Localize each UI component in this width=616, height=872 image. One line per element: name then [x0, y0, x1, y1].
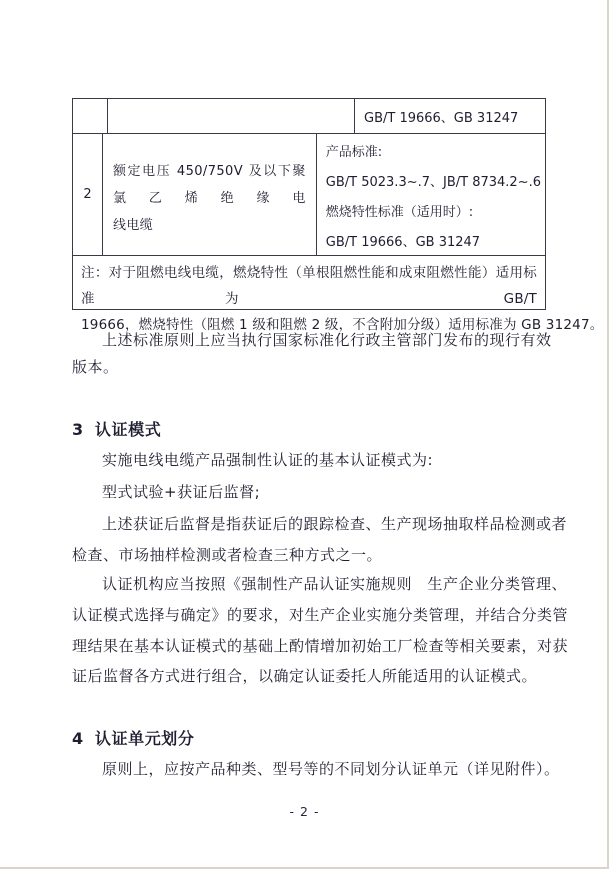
note-line: 19666，燃烧特性（阻燃 1 级和阻燃 2 级，不含附加分级）适用标准为 GB 31247。	[81, 317, 604, 333]
product-name-line: 额定电压 450/750V 及以下聚氯乙烯绝缘电	[113, 163, 306, 206]
page-right-edge	[607, 0, 609, 869]
page-bottom-edge	[0, 867, 609, 869]
table-cell-index-empty	[73, 99, 108, 133]
table-note-row	[73, 256, 604, 333]
table-cell-product-empty	[108, 99, 355, 133]
note-line: 注：对于阻燃电线电缆，燃烧特性（单根阻燃性能和成束阻燃性能）适用标准为 GB/T	[81, 265, 537, 307]
paragraph-type-test: 型式试验+获证后监督;	[102, 483, 261, 501]
paragraph-cert-body-line: 认证模式选择与确定》的要求，对生产企业实施分类管理，并结合分类管	[72, 606, 569, 624]
table-cell-index	[73, 134, 103, 255]
standard-text: GB/T 19666、GB 31247	[364, 110, 519, 126]
paragraph-unit-division: 原则上，应按产品种类、型号等的不同划分认证单元（详见附件）。	[102, 760, 560, 778]
paragraph-basic-mode: 实施电线电缆产品强制性认证的基本认证模式为:	[102, 451, 434, 469]
paragraph-post-cert-line: 检查、市场抽样检测或者检查三种方式之一。	[72, 546, 383, 564]
paragraph-cert-body-line: 认证机构应当按照《强制性产品认证实施规则 生产企业分类管理、	[102, 575, 568, 593]
page-number: - 2 -	[289, 804, 320, 819]
table-cell-standards	[317, 134, 545, 255]
paragraph-post-cert-line: 上述获证后监督是指获证后的跟踪检查、生产现场抽取样品检测或者	[102, 515, 568, 533]
standard-line: 燃烧特性标准（适用时）:	[325, 205, 474, 220]
standard-line: 产品标准:	[325, 145, 383, 160]
table-row-item-2	[73, 134, 545, 256]
row-number: 2	[83, 187, 92, 202]
paragraph-standards-version-line: 上述标准原则上应当执行国家标准化行政主管部门发布的现行有效	[102, 331, 552, 349]
table-row-continued	[73, 99, 545, 134]
standard-line: GB/T 5023.3~.7、JB/T 8734.2~.6	[325, 175, 541, 190]
table-cell-standard	[355, 99, 545, 133]
paragraph-cert-body-line: 证后监督各方式进行组合，以确定认证委托人所能适用的认证模式。	[72, 667, 538, 685]
section-heading-certification-unit: 4 认证单元划分	[72, 729, 195, 748]
product-name-line: 线电缆	[113, 217, 154, 233]
paragraph-cert-body-line: 理结果在基本认证模式的基础上酌情增加初始工厂检查等相关要素，对获	[72, 637, 569, 655]
standards-table	[72, 98, 604, 333]
standard-line: GB/T 19666、GB 31247	[325, 235, 481, 250]
section-heading-certification-mode: 3 认证模式	[72, 420, 162, 439]
table-cell-product	[103, 134, 317, 255]
paragraph-standards-version-line: 版本。	[72, 358, 119, 376]
